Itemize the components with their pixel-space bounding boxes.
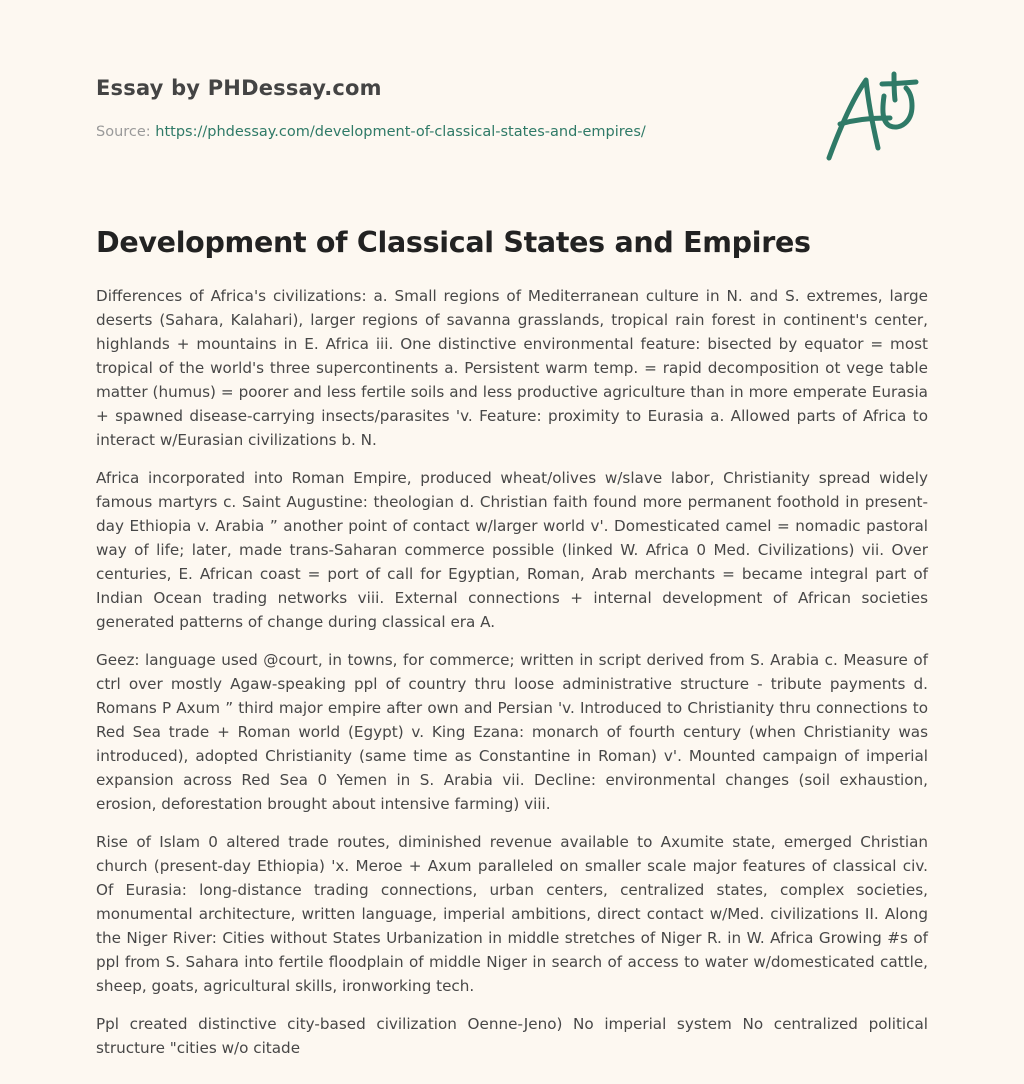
essay-paragraph: Geez: language used @court, in towns, for commerce; written in script derived from S. Arabia c. Measure of ctrl over mostly Agaw-speaking ppl of country thru loose administrative structure - tribute payments d. Romans P Axum ” third major empire after own and Persian 'v. Introduced to Christianity thru connections to Red Sea trade + Roman world (Egypt) v. King Ezana: monarch of fourth century (when Christianity was introduced), adopted Christianity (same time as Constantine in Roman) v'. Mounted campaign of imperial expansion across Red Sea 0 Yemen in S. Arabia vii. Decline: environmental changes (soil exhaustion, erosion, deforestation brought about intensive farming) viii. <box>96 651 928 813</box>
essay-paragraph: Rise of Islam 0 altered trade routes, diminished revenue available to Axumite state, emerged Christian church (present-day Ethiopia) 'x. Meroe + Axum paralleled on smaller scale major features of classical civ. Of Eurasia: long-distance trading connections, urban centers, centralized states, complex societies, monumental architecture, written language, imperial ambitions, direct contact w/Med. civilizations II. Along the Niger River: Cities without States Urbanization in middle stretches of Niger R. in W. Africa Growing #s of ppl from S. Sahara into fertile floodplain of middle Niger in search of access to water w/domesticated cattle, sheep, goats, agricultural skills, ironworking tech. <box>96 833 928 995</box>
source-link[interactable]: https://phdessay.com/development-of-classical-states-and-empires/ <box>155 124 646 140</box>
source-label: Source: <box>96 124 156 140</box>
essay-paragraph: Ppl created distinctive city-based civilization Oenne-Jeno) No imperial system No centralized political structure "cities w/o citade <box>96 1015 928 1057</box>
essay-title: Development of Classical States and Empires <box>96 226 811 259</box>
a-plus-logo-icon <box>820 66 930 166</box>
essay-body <box>96 284 928 1074</box>
source-line <box>96 124 646 140</box>
essay-paragraph: Africa incorporated into Roman Empire, produced wheat/olives w/slave labor, Christianity spread widely famous martyrs c. Saint Augustine: theologian d. Christian faith found more permanent foothold in present-day Ethiopia v. Arabia ” another point of contact w/larger world v'. Domesticated camel = nomadic pastoral way of life; later, made trans-Saharan commerce possible (linked W. Africa 0 Med. Civilizations) vii. Over centuries, E. African coast = port of call for Egyptian, Roman, Arab merchants = became integral part of Indian Ocean trading networks viii. External connections + internal development of African societies generated patterns of change during classical era A. <box>96 469 928 631</box>
essay-paragraph: Differences of Africa's civilizations: a. Small regions of Mediterranean culture in N. and S. extremes, large deserts (Sahara, Kalahari), larger regions of savanna grasslands, tropical rain forest in continent's center, highlands + mountains in E. Africa iii. One distinctive environmental feature: bisected by equator = most tropical of the world's three supercontinents a. Persistent warm temp. = rapid decomposition ot vege table matter (humus) = poorer and less fertile soils and less productive agriculture than in more emperate Eurasia + spawned disease-carrying insects/parasites 'v. Feature: proximity to Eurasia a. Allowed parts of Africa to interact w/Eurasian civilizations b. N. <box>96 287 928 449</box>
site-title: Essay by PHDessay.com <box>96 76 382 100</box>
